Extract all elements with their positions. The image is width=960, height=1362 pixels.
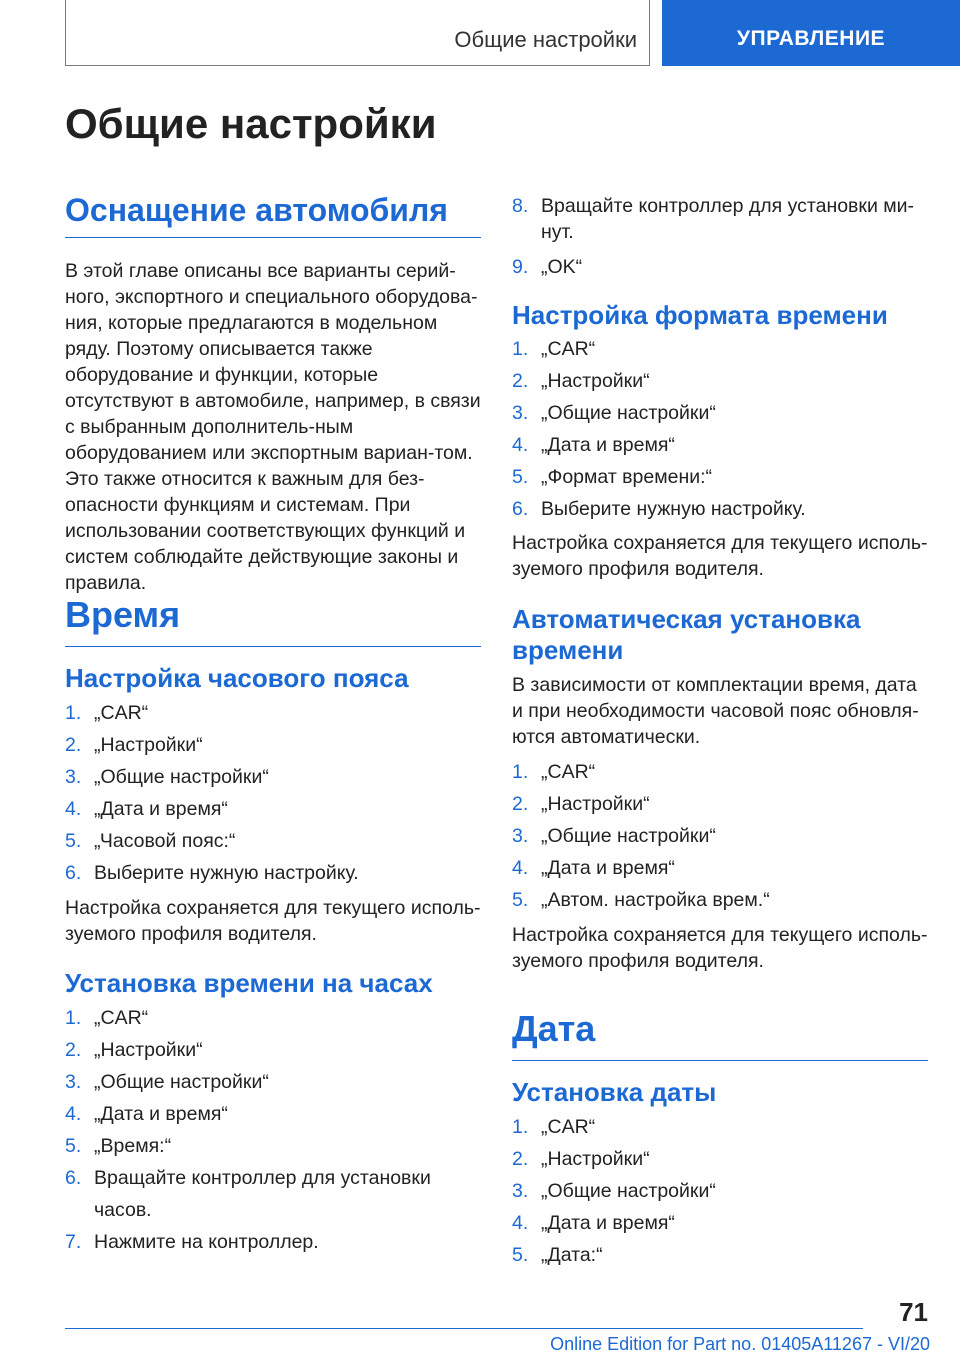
step-text: „Автом. настройка врем.“	[541, 889, 770, 911]
step-number: 2.	[512, 1148, 529, 1170]
step-text: „Общие настройки“	[541, 1180, 716, 1202]
step-text: Вращайте контроллер для установки часов.	[94, 1167, 431, 1221]
heading-equipment: Оснащение автомобиля	[65, 192, 481, 238]
step-number: 9.	[512, 256, 529, 278]
heading-time: Время	[65, 594, 481, 647]
step-number: 3.	[512, 825, 529, 847]
step-text: Выберите нужную настройку.	[94, 862, 359, 884]
step-text: „CAR“	[541, 761, 596, 783]
step-text: „Настройки“	[94, 734, 203, 756]
list-item	[65, 1066, 485, 1098]
step-number: 1.	[65, 702, 82, 724]
step-number: 4.	[65, 798, 82, 820]
step-text: „OK“	[541, 256, 583, 278]
list-item	[512, 397, 932, 429]
timezone-steps	[65, 697, 485, 889]
step-text: „Настройки“	[94, 1039, 203, 1061]
step-number: 3.	[65, 1071, 82, 1093]
list-item	[512, 333, 932, 365]
list-item	[512, 756, 932, 788]
list-item	[512, 193, 932, 251]
auto-time-note: Настройка сохраняется для текущего исполь-зуемого профиля водителя.	[512, 924, 928, 972]
footer-edition-text: Online Edition for Part no. 01405A11267 - VI/20	[550, 1334, 930, 1354]
list-item	[65, 1162, 485, 1226]
timezone-note: Настройка сохраняется для текущего исполь-зуемого профиля водителя.	[65, 897, 481, 945]
header-section-title: Общие настройки	[454, 27, 637, 52]
heading-clock: Установка времени на часах	[65, 968, 433, 998]
list-item	[512, 461, 932, 493]
step-text: „Настройки“	[541, 370, 650, 392]
list-item	[65, 729, 485, 761]
step-text: Выберите нужную настройку.	[541, 498, 806, 520]
clock-steps	[65, 1002, 485, 1258]
step-number: 2.	[65, 734, 82, 756]
list-item	[65, 1034, 485, 1066]
step-text: „Настройки“	[541, 1148, 650, 1170]
step-number: 5.	[512, 1244, 529, 1266]
time-format-note: Настройка сохраняется для текущего исполь-зуемого профиля водителя.	[512, 532, 928, 580]
auto-time-steps	[512, 756, 932, 916]
step-number: 7.	[65, 1231, 82, 1253]
step-text: „CAR“	[94, 1007, 149, 1029]
list-item	[512, 788, 932, 820]
page-number: 71	[899, 1297, 928, 1327]
step-text: „Часовой пояс:“	[94, 830, 236, 852]
list-item	[512, 365, 932, 397]
list-item	[65, 793, 485, 825]
header-chapter-label: УПРАВЛЕНИЕ	[736, 27, 886, 50]
list-item	[65, 857, 485, 889]
step-text: „Общие настройки“	[94, 766, 269, 788]
step-number: 5.	[512, 466, 529, 488]
step-number: 4.	[512, 857, 529, 879]
list-item	[512, 1239, 932, 1271]
time-format-steps	[512, 333, 932, 525]
clock-steps-continued	[512, 193, 932, 283]
list-item	[65, 825, 485, 857]
list-item	[65, 1002, 485, 1034]
step-number: 8.	[512, 195, 529, 217]
step-number: 2.	[512, 793, 529, 815]
step-text: „Дата и время“	[94, 798, 228, 820]
step-text: „CAR“	[541, 338, 596, 360]
step-number: 5.	[65, 1135, 82, 1157]
heading-time-format: Настройка формата времени	[512, 300, 888, 330]
heading-set-date: Установка даты	[512, 1077, 717, 1107]
step-number: 6.	[65, 1167, 82, 1189]
step-number: 1.	[512, 338, 529, 360]
list-item	[512, 493, 932, 525]
list-item	[512, 1111, 932, 1143]
step-number: 1.	[65, 1007, 82, 1029]
step-number: 3.	[65, 766, 82, 788]
list-item	[512, 852, 932, 884]
footer-rule	[65, 1328, 863, 1329]
step-text: „CAR“	[541, 1116, 596, 1138]
step-number: 6.	[512, 498, 529, 520]
page-title: Общие настройки	[65, 100, 437, 147]
step-number: 2.	[512, 370, 529, 392]
heading-timezone: Настройка часового пояса	[65, 663, 409, 693]
header-section-box	[65, 0, 650, 66]
list-item	[512, 884, 932, 916]
list-item	[512, 1207, 932, 1239]
equipment-text: В этой главе описаны все варианты серий-ного, экспортного и специального оборудова-ния, которые предлагаются в модельном ряду. Поэтому описывается также оборудование и функции, которые отсутствуют в автомобиле, например, в связи с выбранным дополнитель-ным оборудованием или экспортным вариан-том. Это также относится к важным для без-опасности функциям и системам. При использовании соответствующих функций и систем соблюдайте действующие законы и правила.	[65, 260, 481, 594]
step-number: 2.	[65, 1039, 82, 1061]
step-text: „Время:“	[94, 1135, 172, 1157]
step-number: 3.	[512, 402, 529, 424]
step-number: 4.	[512, 1212, 529, 1234]
list-item	[65, 761, 485, 793]
heading-date: Дата	[512, 1008, 928, 1061]
step-number: 1.	[512, 761, 529, 783]
set-date-steps	[512, 1111, 932, 1271]
auto-time-text: В зависимости от комплектации время, дата и при необходимости часовой пояс обновля-ются автоматически.	[512, 674, 919, 748]
step-number: 5.	[65, 830, 82, 852]
list-item	[65, 1130, 485, 1162]
step-text: „Общие настройки“	[541, 825, 716, 847]
step-number: 1.	[512, 1116, 529, 1138]
list-item	[512, 820, 932, 852]
step-text: „Дата и время“	[541, 434, 675, 456]
step-text: „Дата и время“	[94, 1103, 228, 1125]
step-text: Нажмите на контроллер.	[94, 1231, 319, 1253]
list-item	[512, 251, 932, 283]
heading-auto-time: Автоматическая установка времени	[512, 604, 861, 665]
list-item	[512, 1175, 932, 1207]
step-number: 3.	[512, 1180, 529, 1202]
step-text: „Настройки“	[541, 793, 650, 815]
step-text: „Общие настройки“	[541, 402, 716, 424]
list-item	[65, 697, 485, 729]
list-item	[512, 429, 932, 461]
step-number: 4.	[512, 434, 529, 456]
header-chapter-tab	[662, 0, 960, 66]
step-number: 4.	[65, 1103, 82, 1125]
step-text: Вращайте контроллер для установки ми-нут.	[541, 195, 915, 243]
step-text: „Общие настройки“	[94, 1071, 269, 1093]
list-item	[65, 1098, 485, 1130]
list-item	[65, 1226, 485, 1258]
step-text: „Формат времени:“	[541, 466, 713, 488]
step-number: 5.	[512, 889, 529, 911]
step-text: „Дата и время“	[541, 857, 675, 879]
step-text: „CAR“	[94, 702, 149, 724]
step-number: 6.	[65, 862, 82, 884]
step-text: „Дата и время“	[541, 1212, 675, 1234]
step-text: „Дата:“	[541, 1244, 603, 1266]
list-item	[512, 1143, 932, 1175]
